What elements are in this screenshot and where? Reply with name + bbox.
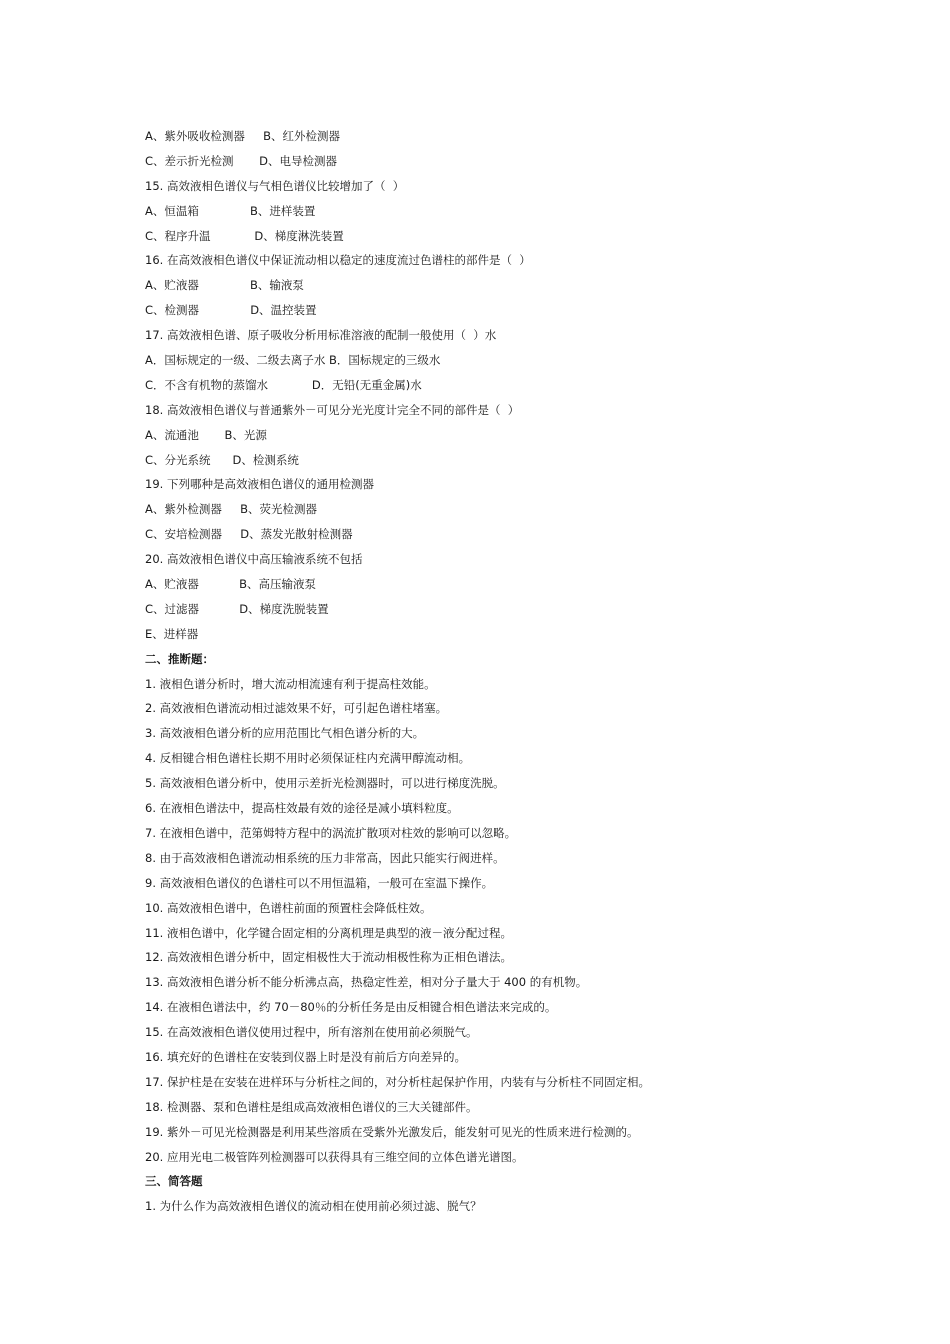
text-line: 1. 液相色谱分析时，增大流动相流速有利于提高柱效能。 [145, 676, 436, 691]
text-line: 3. 高效液相色谱分析的应用范围比气相色谱分析的大。 [145, 726, 425, 741]
section-heading: 二、推断题： [145, 651, 214, 666]
text-line: A、贮液器 B、输液泵 [145, 278, 304, 293]
text-line: C、检测器 D、温控装置 [145, 303, 317, 318]
text-line: C、程序升温 D、梯度淋洗装置 [145, 228, 344, 243]
text-line: 13. 高效液相色谱分析不能分析沸点高，热稳定性差，相对分子量大于 400 的有机物。 [145, 975, 588, 990]
text-line: C、差示折光检测 D、电导检测器 [145, 153, 337, 168]
text-line: E、进样器 [145, 626, 199, 641]
text-line: 20. 应用光电二极管阵列检测器可以获得具有三维空间的立体色谱光谱图。 [145, 1149, 524, 1164]
text-line: 12. 高效液相色谱分析中，固定相极性大于流动相极性称为正相色谱法。 [145, 950, 512, 965]
text-line: 18. 检测器、泵和色谱柱是组成高效液相色谱仪的三大关键部件。 [145, 1099, 478, 1114]
text-line: 10. 高效液相色谱中，色谱柱前面的预置柱会降低柱效。 [145, 900, 432, 915]
text-line: 15. 高效液相色谱仪与气相色谱仪比较增加了（ ） [145, 178, 405, 193]
text-line: 1. 为什么作为高效液相色谱仪的流动相在使用前必须过滤、脱气？ [145, 1199, 482, 1214]
text-line: 7. 在液相色谱中，范第姆特方程中的涡流扩散项对柱效的影响可以忽略。 [145, 825, 517, 840]
text-line: 16. 在高效液相色谱仪中保证流动相以稳定的速度流过色谱柱的部件是（ ） [145, 253, 531, 268]
text-line: 15. 在高效液相色谱仪使用过程中，所有溶剂在使用前必须脱气。 [145, 1025, 478, 1040]
text-line: 14. 在液相色谱法中，约 70－80％的分析任务是由反相键合相色谱法来完成的。 [145, 1000, 557, 1015]
text-line: A、贮液器 B、高压输液泵 [145, 577, 316, 592]
text-line: 17. 保护柱是在安装在进样环与分析柱之间的，对分析柱起保护作用，内装有与分析柱不同固定相。 [145, 1074, 650, 1089]
text-line: 19. 紫外－可见光检测器是利用某些溶质在受紫外光激发后，能发射可见光的性质来进行检测的。 [145, 1124, 639, 1139]
text-line: C、分光系统 D、检测系统 [145, 452, 299, 467]
text-line: 16. 填充好的色谱柱在安装到仪器上时是没有前后方向差异的。 [145, 1049, 466, 1064]
text-line: A、流通池 B、光源 [145, 427, 267, 442]
text-line: 4. 反相键合相色谱柱长期不用时必须保证柱内充满甲醇流动相。 [145, 751, 471, 766]
text-line: 20. 高效液相色谱仪中高压输液系统不包括 [145, 552, 363, 567]
text-line: 8. 由于高效液相色谱流动相系统的压力非常高，因此只能实行阀进样。 [145, 850, 505, 865]
text-line: A、紫外检测器 B、荧光检测器 [145, 502, 318, 517]
text-line: 2. 高效液相色谱流动相过滤效果不好，可引起色谱柱堵塞。 [145, 701, 448, 716]
text-line: C、过滤器 D、梯度洗脱装置 [145, 601, 329, 616]
text-line: A、紫外吸收检测器 B、红外检测器 [145, 129, 341, 143]
text-line: C、安培检测器 D、蒸发光散射检测器 [145, 527, 353, 542]
text-line: 5. 高效液相色谱分析中，使用示差折光检测器时，可以进行梯度洗脱。 [145, 776, 505, 791]
text-line: 6. 在液相色谱法中，提高柱效最有效的途径是减小填料粒度。 [145, 801, 459, 816]
text-line: 9. 高效液相色谱仪的色谱柱可以不用恒温箱，一般可在室温下操作。 [145, 875, 494, 890]
text-line: A．国标规定的一级、二级去离子水 B．国标规定的三级水 [145, 353, 441, 368]
text-line: A、恒温箱 B、进样装置 [145, 203, 316, 218]
text-line: 17. 高效液相色谱、原子吸收分析用标准溶液的配制一般使用（ ）水 [145, 328, 497, 343]
section-heading: 三、简答题 [145, 1174, 203, 1189]
document-body [145, 124, 845, 1219]
text-line: 19. 下列哪种是高效液相色谱仪的通用检测器 [145, 477, 374, 492]
text-line: 11. 液相色谱中，化学键合固定相的分离机理是典型的液－液分配过程。 [145, 925, 512, 940]
text-line: C．不含有机物的蒸馏水 D．无铅(无重金属)水 [145, 377, 422, 392]
text-line: 18. 高效液相色谱仪与普通紫外－可见分光光度计完全不同的部件是（ ） [145, 402, 520, 417]
